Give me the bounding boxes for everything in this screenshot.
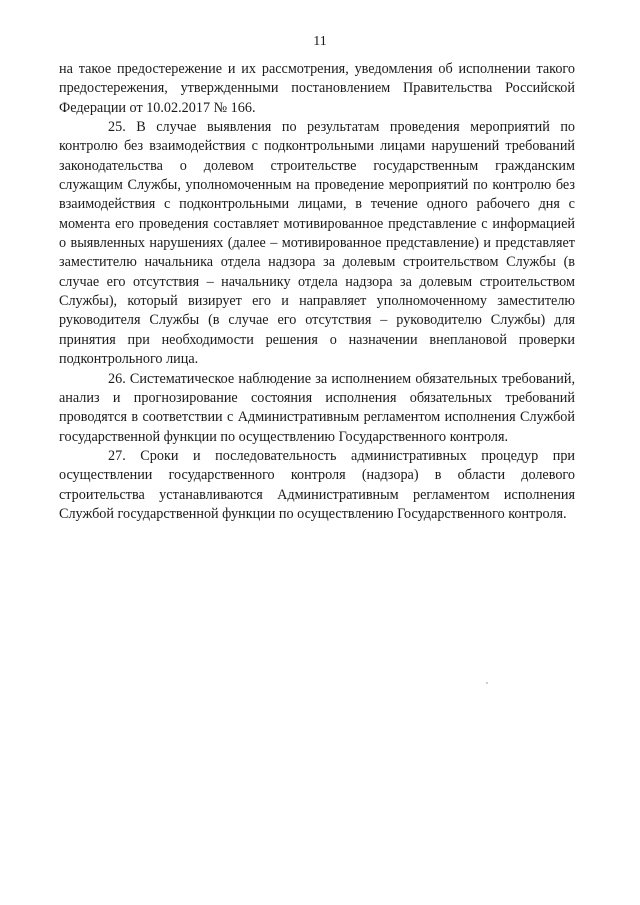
paragraph-continuation: на такое предостережение и их рассмотрения, уведомления об исполнении такого предостережения, утвержденными постановлением Правительства Российской Федерации от 10.02.2017 № 166. [59, 61, 575, 116]
scan-speck [486, 682, 488, 684]
paragraph-item-25: 25. В случае выявления по результатам проведения мероприятий по контролю без взаимодействия с подконтрольными лицами нарушений требований законодательства о долевом строительстве государственным гражданским служащим Службы, уполномоченным на проведение мероприятий по контролю без взаимодействия с подконтрольными лицами, в течение одного рабочего дня с момента его проведения составляет мотивированное представление с информацией о выявленных нарушениях (далее – мотивированное представление) и представляет заместителю начальника отдела надзора за долевым строительством Службы (в случае его отсутствия – начальнику отдела надзора за долевым строительством Службы), который визирует его и направляет уполномоченному заместителю руководителя Службы (в случае его отсутствия – руководителю Службы) для принятия при необходимости решения о назначении внеплановой проверки подконтрольного лица. [59, 119, 575, 368]
page-number: 11 [313, 34, 327, 49]
document-body [59, 60, 575, 524]
paragraph-item-26: 26. Систематическое наблюдение за исполнением обязательных требований, анализ и прогнозирование состояния исполнения обязательных требований проводятся в соответствии с Административным регламентом исполнения Службой государственной функции по осуществлению Государственного контроля. [59, 370, 575, 445]
paragraph-item-27: 27. Сроки и последовательность административных процедур при осуществлении государственного контроля (надзора) в области долевого строительства устанавливаются Административным регламентом исполнения Службой государственной функции по осуществлению Государственного контроля. [59, 447, 575, 522]
